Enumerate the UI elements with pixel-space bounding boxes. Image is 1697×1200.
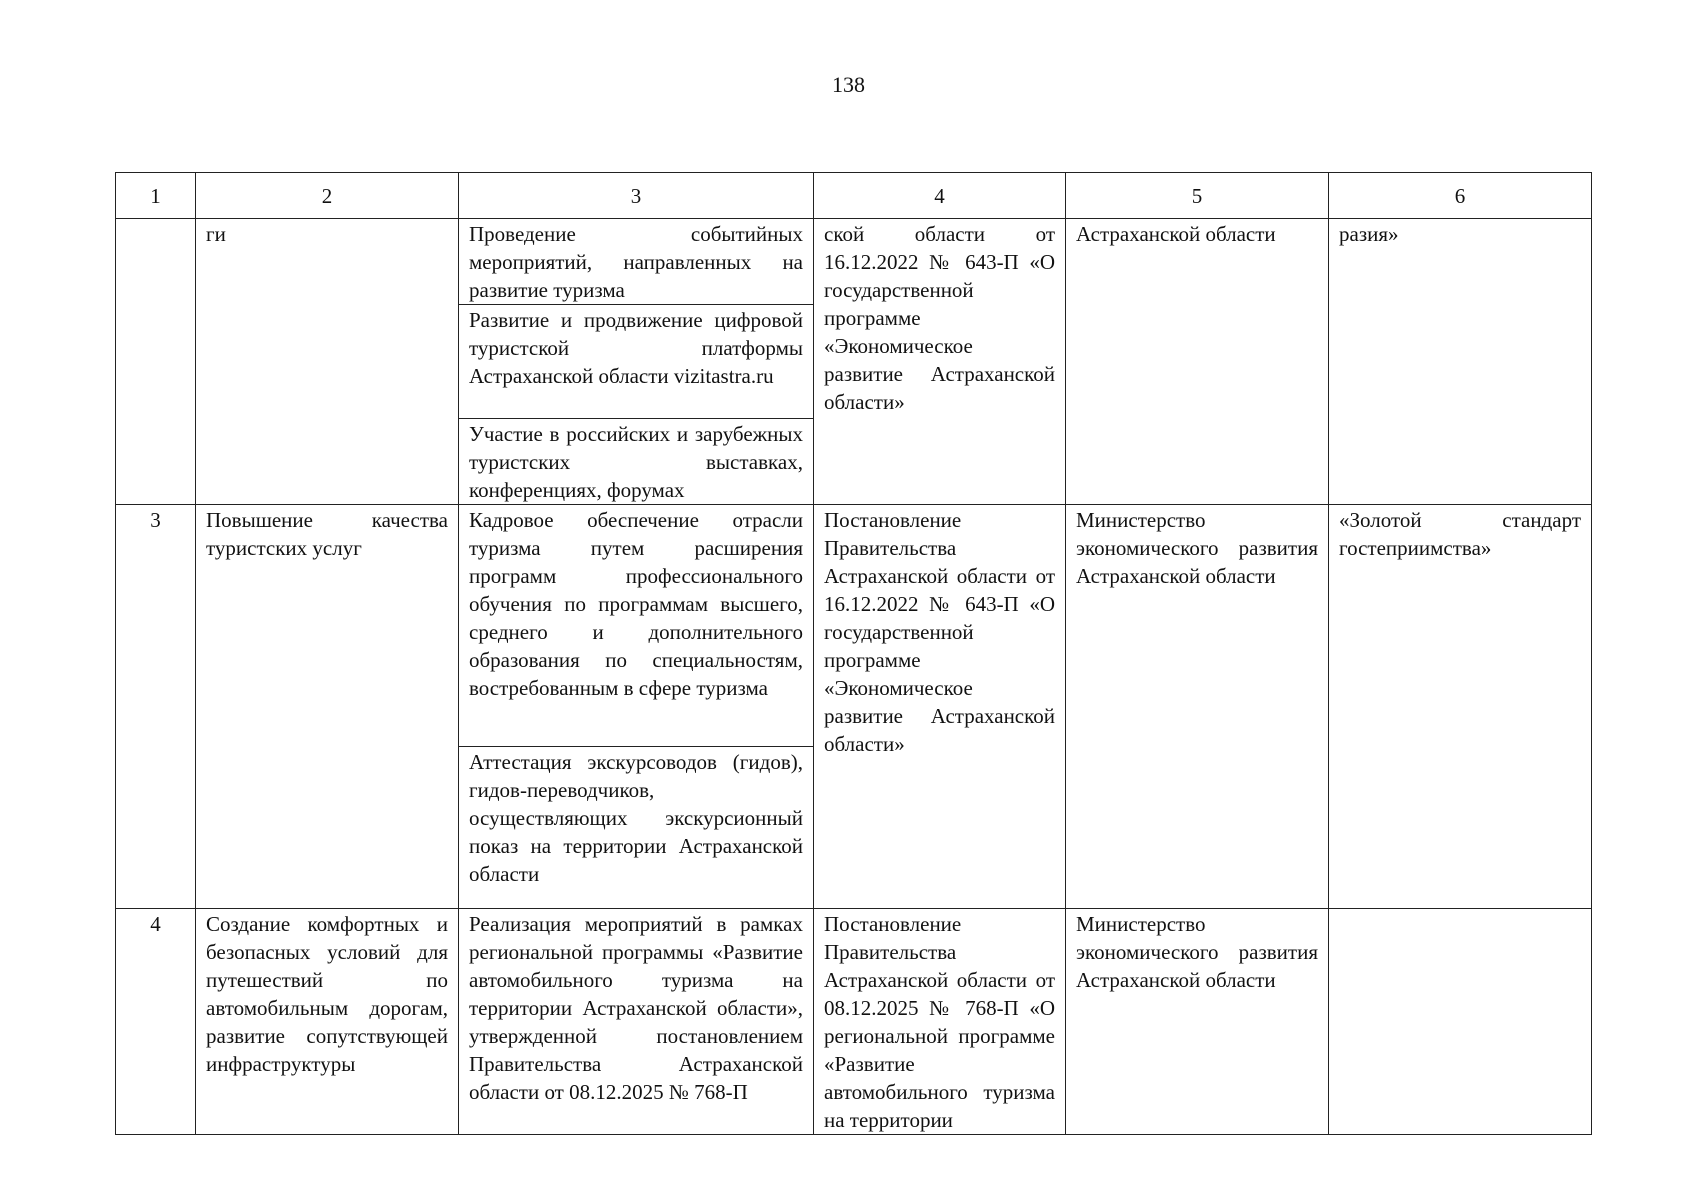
task-cell: ги bbox=[196, 219, 459, 505]
task-cell: Создание комфортных и безопасных условий для путешествий по автомобильным дорогам, развитие сопутствующей инфраструктуры bbox=[196, 909, 459, 1135]
task-cell: Повышение качества туристских услуг bbox=[196, 505, 459, 909]
header-cell-3: 3 bbox=[459, 173, 814, 219]
header-cell-5: 5 bbox=[1066, 173, 1329, 219]
result-cell bbox=[1329, 909, 1592, 1135]
responsible-cell: Министерство экономического развития Астраханской области bbox=[1066, 505, 1329, 909]
result-cell: «Золотой стандарт гостеприимства» bbox=[1329, 505, 1592, 909]
header-cell-6: 6 bbox=[1329, 173, 1592, 219]
measure-cell: Кадровое обеспечение отрасли туризма путем расширения программ профессионального обучения по программам высшего, среднего и дополнительного образования по специальностям, востребованным в сфере туризма bbox=[459, 505, 814, 747]
measure-cell: Участие в российских и зарубежных туристских выставках, конференциях, форумах bbox=[459, 419, 814, 505]
header-cell-4: 4 bbox=[814, 173, 1066, 219]
measure-cell: Аттестация экскурсоводов (гидов), гидов-переводчиков, осуществляющих экскурсионный показ на территории Астраханской области bbox=[459, 747, 814, 909]
page-number: 138 bbox=[832, 72, 865, 97]
table-header-row bbox=[116, 173, 1592, 219]
table-row bbox=[116, 909, 1592, 1135]
program-table bbox=[115, 172, 1592, 1135]
header-cell-1: 1 bbox=[116, 173, 196, 219]
row-number: 3 bbox=[116, 505, 196, 909]
document-cell: Постановление Правительства Астраханской области от 08.12.2025 № 768-П «О региональной программе «Развитие автомобильного туризма на территории bbox=[814, 909, 1066, 1135]
responsible-cell: Министерство экономического развития Астраханской области bbox=[1066, 909, 1329, 1135]
document-cell: ской области от 16.12.2022 № 643-П «О государственной программе «Экономическое развитие Астраханской области» bbox=[814, 219, 1066, 505]
row-number: 4 bbox=[116, 909, 196, 1135]
document-cell: Постановление Правительства Астраханской области от 16.12.2022 № 643-П «О государственной программе «Экономическое развитие Астраханской области» bbox=[814, 505, 1066, 909]
measure-cell: Развитие и продвижение цифровой туристской платформы Астраханской области vizitastra.ru bbox=[459, 305, 814, 419]
table-row bbox=[116, 505, 1592, 747]
header-cell-2: 2 bbox=[196, 173, 459, 219]
responsible-cell: Астраханской области bbox=[1066, 219, 1329, 505]
measure-cell: Проведение событийных мероприятий, направленных на развитие туризма bbox=[459, 219, 814, 305]
measure-cell: Реализация мероприятий в рамках региональной программы «Развитие автомобильного туризма на территории Астраханской области», утвержденной постановлением Правительства Астраханской области от 08.12.2025 № 768-П bbox=[459, 909, 814, 1135]
result-cell: разия» bbox=[1329, 219, 1592, 505]
row-number bbox=[116, 219, 196, 505]
table-row bbox=[116, 219, 1592, 305]
